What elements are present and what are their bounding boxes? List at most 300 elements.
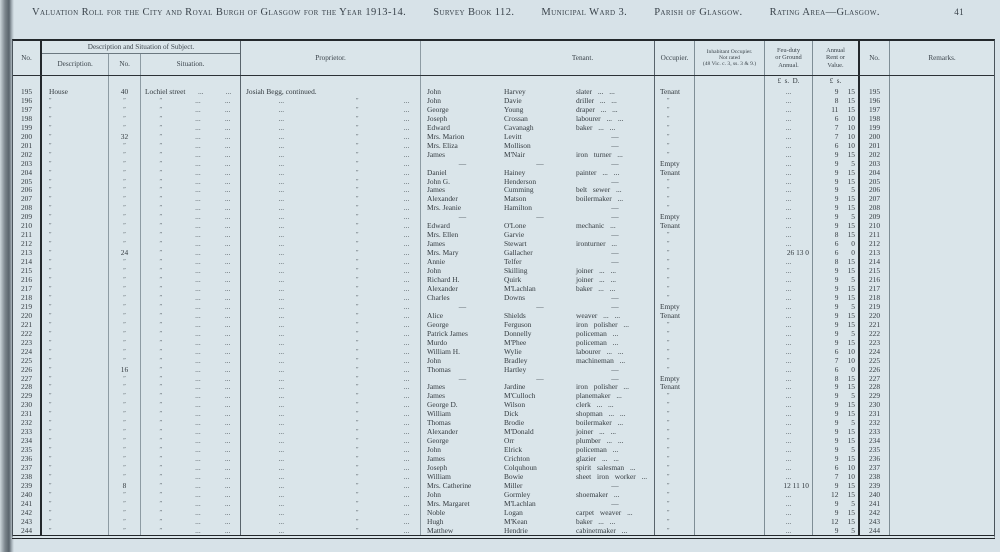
cell-tenant-forename: Alexander (427, 283, 458, 293)
cell-proprietor: ... ″ ... (241, 105, 421, 114)
cell-inhabitant-occupier (695, 275, 765, 284)
cell-situation: ″ ... ... (141, 123, 241, 132)
cell-proprietor: ... ″ ... (241, 463, 421, 472)
cell-situation: ″ ... ... (141, 212, 241, 221)
cell-roll-no: 197 (13, 105, 41, 114)
cell-roll-no: 221 (13, 320, 41, 329)
cell-tenant-forename: Mrs. Marion (427, 131, 465, 141)
cell-situation: ″ ... ... (141, 382, 241, 391)
cell-occupier: ″ (655, 177, 695, 186)
cell-tenant-forename: George (427, 319, 449, 329)
cell-house-no: ″ (109, 454, 141, 463)
cell-house-no: ″ (109, 150, 141, 159)
cell-occupier: ″ (655, 132, 695, 141)
cell-annual-rent: 11 15 (813, 105, 859, 114)
cell-tenant-forename: — (458, 212, 467, 222)
cell-proprietor: ... ″ ... (241, 203, 421, 212)
cell-situation: ″ ... ... (141, 96, 241, 105)
cell-annual-rent: 6 10 (813, 114, 859, 123)
cell-tenant-forename: Alexander (427, 194, 458, 204)
cell-tenant-occupation: spirit salesman ... (576, 463, 655, 472)
cell-occupier: ″ (655, 427, 695, 436)
cell-inhabitant-occupier (695, 463, 765, 472)
cell-feu-duty: ... (765, 275, 813, 284)
cell-no: 241 (859, 499, 890, 508)
cell-proprietor: ... ″ ... (241, 356, 421, 365)
cell-roll-no: 213 (13, 248, 41, 257)
cell-no: 198 (859, 114, 890, 123)
table-row (13, 132, 994, 141)
cell-occupier: Tenant (655, 221, 695, 230)
cell-situation: ″ ... ... (141, 454, 241, 463)
cell-annual-rent: 9 15 (813, 177, 859, 186)
cell-feu-duty: ... (765, 87, 813, 96)
cell-tenant-forename: James (427, 391, 446, 401)
cell-situation: ″ ... ... (141, 284, 241, 293)
cell-remarks (890, 284, 994, 293)
page-number: 41 (954, 7, 964, 17)
rating-area-label: Rating Area—Glasgow. (769, 7, 880, 18)
cell-remarks (890, 526, 994, 535)
cell-house-no: ″ (109, 284, 141, 293)
cell-remarks (890, 481, 994, 490)
header-roll-no: No. (13, 41, 41, 75)
cell-proprietor: ... ″ ... (241, 427, 421, 436)
cell-tenant-forename: John (427, 95, 441, 105)
cell-no: 226 (859, 365, 890, 374)
cell-inhabitant-occupier (695, 418, 765, 427)
cell-annual-rent: 12 15 (813, 490, 859, 499)
cell-roll-no: 242 (13, 508, 41, 517)
cell-house-no: ″ (109, 409, 141, 418)
cell-house-no: ″ (109, 230, 141, 239)
cell-description: ″ (41, 481, 109, 490)
municipal-ward-label: Municipal Ward 3. (541, 7, 628, 18)
table-row (13, 194, 994, 203)
cell-house-no: 32 (109, 132, 141, 141)
cell-situation: ″ ... ... (141, 203, 241, 212)
table-row (13, 105, 994, 114)
cell-roll-no: 238 (13, 472, 41, 481)
cell-inhabitant-occupier (695, 481, 765, 490)
cell-inhabitant-occupier (695, 329, 765, 338)
cell-description: ″ (41, 141, 109, 150)
cell-roll-no: 241 (13, 499, 41, 508)
cell-description: ″ (41, 114, 109, 123)
cell-no: 205 (859, 177, 890, 186)
cell-tenant-forename: Thomas (427, 364, 451, 374)
cell-remarks (890, 123, 994, 132)
cell-inhabitant-occupier (695, 96, 765, 105)
table-row (13, 391, 994, 400)
cell-feu-duty: ... (765, 159, 813, 168)
cell-no: 228 (859, 382, 890, 391)
cell-no: 238 (859, 472, 890, 481)
cell-remarks (890, 257, 994, 266)
header-feu-duty: Feu-duty or Ground Annual. (765, 41, 813, 75)
table-row (13, 436, 994, 445)
cell-roll-no: 230 (13, 400, 41, 409)
cell-proprietor: ... ″ ... (241, 508, 421, 517)
cell-remarks (890, 159, 994, 168)
cell-occupier: ″ (655, 275, 695, 284)
cell-proprietor: ... ″ ... (241, 230, 421, 239)
cell-tenant-surname: Logan (504, 507, 523, 517)
cell-tenant-occupation: policeman ... (576, 338, 655, 347)
cell-remarks (890, 132, 994, 141)
feu-money-units: £ s. D. (765, 76, 813, 87)
cell-occupier: ″ (655, 356, 695, 365)
cell-no: 217 (859, 284, 890, 293)
table-row (13, 141, 994, 150)
cell-house-no: ″ (109, 463, 141, 472)
cell-annual-rent: 9 15 (813, 508, 859, 517)
cell-tenant-forename: Thomas (427, 418, 451, 428)
table-row (13, 284, 994, 293)
cell-house-no: ″ (109, 159, 141, 168)
cell-roll-no: 229 (13, 391, 41, 400)
cell-tenant-occupation: weaver ... ... (576, 311, 655, 320)
cell-tenant-forename: James (427, 454, 446, 464)
cell-house-no: ″ (109, 177, 141, 186)
cell-description: ″ (41, 168, 109, 177)
cell-house-no: ″ (109, 105, 141, 114)
cell-description: House (41, 87, 109, 96)
table-row (13, 275, 994, 284)
cell-annual-rent: 9 5 (813, 445, 859, 454)
cell-tenant-occupation: driller ... ... (576, 96, 655, 105)
cell-tenant-surname: M'Kean (504, 516, 528, 526)
cell-proprietor: ... ″ ... (241, 311, 421, 320)
cell-feu-duty: ... (765, 221, 813, 230)
cell-tenant-surname: Elrick (504, 445, 523, 455)
cell-situation: ″ ... ... (141, 445, 241, 454)
cell-inhabitant-occupier (695, 293, 765, 302)
cell-house-no: ″ (109, 311, 141, 320)
cell-no: 214 (859, 257, 890, 266)
cell-remarks (890, 374, 994, 383)
cell-no: 210 (859, 221, 890, 230)
cell-no: 208 (859, 203, 890, 212)
cell-situation: ″ ... ... (141, 177, 241, 186)
cell-annual-rent: 9 15 (813, 87, 859, 96)
cell-inhabitant-occupier (695, 177, 765, 186)
cell-description: ″ (41, 391, 109, 400)
cell-tenant-occupation: cabinetmaker ... (576, 526, 655, 535)
cell-description: ″ (41, 177, 109, 186)
cell-remarks (890, 105, 994, 114)
cell-inhabitant-occupier (695, 302, 765, 311)
cell-tenant-occupation: belt sewer ... (576, 185, 655, 194)
table-row (13, 517, 994, 526)
cell-proprietor: ... ″ ... (241, 293, 421, 302)
cell-tenant-occupation: mechanic ... (576, 221, 655, 230)
cell-no: 215 (859, 266, 890, 275)
table-row (13, 374, 994, 383)
cell-tenant-surname: Gallacher (504, 248, 533, 258)
cell-tenant-surname: — (536, 158, 544, 168)
cell-situation: ″ ... ... (141, 409, 241, 418)
cell-tenant-surname: — (536, 212, 544, 222)
cell-annual-rent: 8 15 (813, 257, 859, 266)
table-row (13, 239, 994, 248)
cell-inhabitant-occupier (695, 499, 765, 508)
cell-tenant-surname: Young (504, 104, 524, 114)
cell-no: 196 (859, 96, 890, 105)
cell-proprietor: ... ″ ... (241, 239, 421, 248)
table-row (13, 526, 994, 535)
cell-inhabitant-occupier (695, 212, 765, 221)
cell-roll-no: 243 (13, 517, 41, 526)
cell-house-no: 24 (109, 248, 141, 257)
cell-tenant-occupation: sheet iron worker ... (576, 472, 655, 481)
cell-roll-no: 208 (13, 203, 41, 212)
cell-roll-no: 226 (13, 365, 41, 374)
cell-feu-duty: ... (765, 311, 813, 320)
cell-proprietor: ... ″ ... (241, 490, 421, 499)
cell-roll-no: 244 (13, 526, 41, 535)
cell-occupier: ″ (655, 481, 695, 490)
cell-tenant-surname: Wylie (504, 346, 522, 356)
cell-house-no: ″ (109, 490, 141, 499)
cell-proprietor: ... ″ ... (241, 329, 421, 338)
cell-feu-duty: ... (765, 141, 813, 150)
cell-no: 223 (859, 338, 890, 347)
cell-tenant-occupation: baker ... ... (576, 123, 655, 132)
cell-remarks (890, 436, 994, 445)
cell-tenant-forename: Noble (427, 507, 446, 517)
cell-roll-no: 218 (13, 293, 41, 302)
cell-tenant-occupation: baker ... ... (576, 284, 655, 293)
cell-tenant-occupation: — (576, 230, 655, 239)
cell-tenant-occupation: — (576, 302, 655, 311)
cell-occupier: ″ (655, 329, 695, 338)
cell-situation: ″ ... ... (141, 266, 241, 275)
cell-feu-duty: ... (765, 257, 813, 266)
cell-tenant-forename: Mrs. Catherine (427, 480, 472, 490)
cell-occupier: Tenant (655, 311, 695, 320)
cell-situation: ″ ... ... (141, 132, 241, 141)
cell-proprietor: ... ″ ... (241, 123, 421, 132)
cell-remarks (890, 239, 994, 248)
cell-tenant-surname: Harvey (504, 87, 526, 96)
cell-tenant-surname: Mollison (504, 140, 531, 150)
cell-tenant-forename: James (427, 149, 446, 159)
cell-tenant-occupation: labourer ... ... (576, 114, 655, 123)
cell-tenant-forename: Charles (427, 292, 450, 302)
header-tenant: Tenant. (421, 41, 655, 75)
table-row (13, 463, 994, 472)
cell-annual-rent: 8 15 (813, 96, 859, 105)
cell-description: ″ (41, 454, 109, 463)
cell-tenant-forename: Matthew (427, 525, 454, 535)
cell-situation: ″ ... ... (141, 194, 241, 203)
cell-no: 243 (859, 517, 890, 526)
cell-remarks (890, 203, 994, 212)
cell-house-no: ″ (109, 499, 141, 508)
cell-description: ″ (41, 194, 109, 203)
cell-description: ″ (41, 248, 109, 257)
cell-remarks (890, 356, 994, 365)
cell-description: ″ (41, 293, 109, 302)
cell-situation: ″ ... ... (141, 499, 241, 508)
cell-tenant-surname: Colquhoun (504, 463, 537, 473)
cell-tenant-surname: Jardine (504, 382, 526, 392)
cell-remarks (890, 382, 994, 391)
cell-situation: ″ ... ... (141, 329, 241, 338)
cell-inhabitant-occupier (695, 114, 765, 123)
cell-tenant-occupation: — (576, 293, 655, 302)
cell-annual-rent: 9 5 (813, 391, 859, 400)
table-row (13, 203, 994, 212)
cell-no: 225 (859, 356, 890, 365)
cell-inhabitant-occupier (695, 311, 765, 320)
cell-occupier: ″ (655, 499, 695, 508)
cell-proprietor: ... ″ ... (241, 454, 421, 463)
cell-annual-rent: 9 5 (813, 212, 859, 221)
cell-situation: ″ ... ... (141, 472, 241, 481)
table-row (13, 248, 994, 257)
cell-roll-no: 203 (13, 159, 41, 168)
cell-proprietor: ... ″ ... (241, 159, 421, 168)
cell-description: ″ (41, 356, 109, 365)
cell-feu-duty: ... (765, 132, 813, 141)
cell-tenant-surname: Bradley (504, 355, 528, 365)
table-row (13, 114, 994, 123)
cell-annual-rent: 9 15 (813, 382, 859, 391)
cell-no: 199 (859, 123, 890, 132)
cell-inhabitant-occupier (695, 365, 765, 374)
cell-remarks (890, 141, 994, 150)
cell-inhabitant-occupier (695, 194, 765, 203)
cell-description: ″ (41, 123, 109, 132)
cell-roll-no: 231 (13, 409, 41, 418)
cell-situation: ″ ... ... (141, 517, 241, 526)
cell-feu-duty: ... (765, 356, 813, 365)
cell-tenant-surname: Donnelly (504, 328, 532, 338)
cell-roll-no: 232 (13, 418, 41, 427)
cell-feu-duty: ... (765, 96, 813, 105)
cell-situation: ″ ... ... (141, 257, 241, 266)
cell-occupier: ″ (655, 203, 695, 212)
table-row (13, 257, 994, 266)
cell-tenant-surname: — (536, 301, 544, 311)
cell-description: ″ (41, 275, 109, 284)
table-row (13, 159, 994, 168)
cell-roll-no: 222 (13, 329, 41, 338)
cell-no: 201 (859, 141, 890, 150)
cell-feu-duty: ... (765, 409, 813, 418)
cell-roll-no: 212 (13, 239, 41, 248)
cell-no: 207 (859, 194, 890, 203)
cell-occupier: ″ (655, 123, 695, 132)
cell-house-no: ″ (109, 96, 141, 105)
cell-remarks (890, 454, 994, 463)
cell-occupier: Empty (655, 302, 695, 311)
cell-remarks (890, 96, 994, 105)
cell-no: 202 (859, 150, 890, 159)
cell-remarks (890, 347, 994, 356)
cell-house-no: ″ (109, 141, 141, 150)
cell-inhabitant-occupier (695, 132, 765, 141)
cell-no: 227 (859, 374, 890, 383)
table-row (13, 445, 994, 454)
cell-proprietor: ... ″ ... (241, 409, 421, 418)
cell-roll-no: 224 (13, 347, 41, 356)
cell-tenant-surname: Matson (504, 194, 527, 204)
cell-house-no: ″ (109, 168, 141, 177)
header-description-situation-group (41, 41, 241, 75)
table-row (13, 177, 994, 186)
cell-tenant-surname: M'Donald (504, 427, 534, 437)
cell-tenant-occupation: plumber ... ... (576, 436, 655, 445)
cell-no: 244 (859, 526, 890, 535)
cell-tenant-surname: Dick (504, 409, 519, 419)
cell-tenant-surname: Garvie (504, 230, 525, 240)
cell-feu-duty: ... (765, 400, 813, 409)
cell-description: ″ (41, 338, 109, 347)
cell-remarks (890, 275, 994, 284)
table-row (13, 266, 994, 275)
cell-description: ″ (41, 203, 109, 212)
cell-inhabitant-occupier (695, 203, 765, 212)
cell-no: 209 (859, 212, 890, 221)
cell-tenant-forename: George (427, 104, 449, 114)
cell-roll-no: 215 (13, 266, 41, 275)
cell-remarks (890, 490, 994, 499)
cell-occupier: ″ (655, 105, 695, 114)
cell-no: 233 (859, 427, 890, 436)
cell-house-no: ″ (109, 185, 141, 194)
cell-feu-duty: ... (765, 239, 813, 248)
cell-situation: ″ ... ... (141, 490, 241, 499)
cell-remarks (890, 418, 994, 427)
cell-remarks (890, 499, 994, 508)
cell-annual-rent: 9 15 (813, 194, 859, 203)
cell-house-no: ″ (109, 427, 141, 436)
cell-proprietor: ... ″ ... (241, 248, 421, 257)
cell-feu-duty: ... (765, 203, 813, 212)
cell-no: 224 (859, 347, 890, 356)
cell-remarks (890, 508, 994, 517)
cell-remarks (890, 177, 994, 186)
cell-annual-rent: 8 15 (813, 230, 859, 239)
cell-tenant-surname: Wilson (504, 400, 526, 410)
cell-remarks (890, 221, 994, 230)
cell-annual-rent: 9 5 (813, 499, 859, 508)
cell-situation: ″ ... ... (141, 150, 241, 159)
cell-annual-rent: 9 15 (813, 266, 859, 275)
table-row (13, 418, 994, 427)
table-row (13, 293, 994, 302)
cell-occupier: Empty (655, 374, 695, 383)
cell-tenant-forename: John (427, 266, 441, 276)
cell-tenant-surname: M'Phee (504, 337, 527, 347)
cell-roll-no: 211 (13, 230, 41, 239)
cell-description: ″ (41, 311, 109, 320)
cell-feu-duty: ... (765, 293, 813, 302)
cell-occupier: ″ (655, 257, 695, 266)
cell-occupier: ″ (655, 347, 695, 356)
cell-proprietor: ... ″ ... (241, 374, 421, 383)
cell-no: 239 (859, 481, 890, 490)
cell-description: ″ (41, 320, 109, 329)
table-row (13, 320, 994, 329)
cell-remarks (890, 293, 994, 302)
cell-tenant-forename: Edward (427, 221, 450, 231)
cell-house-no: ″ (109, 472, 141, 481)
cell-inhabitant-occupier (695, 517, 765, 526)
